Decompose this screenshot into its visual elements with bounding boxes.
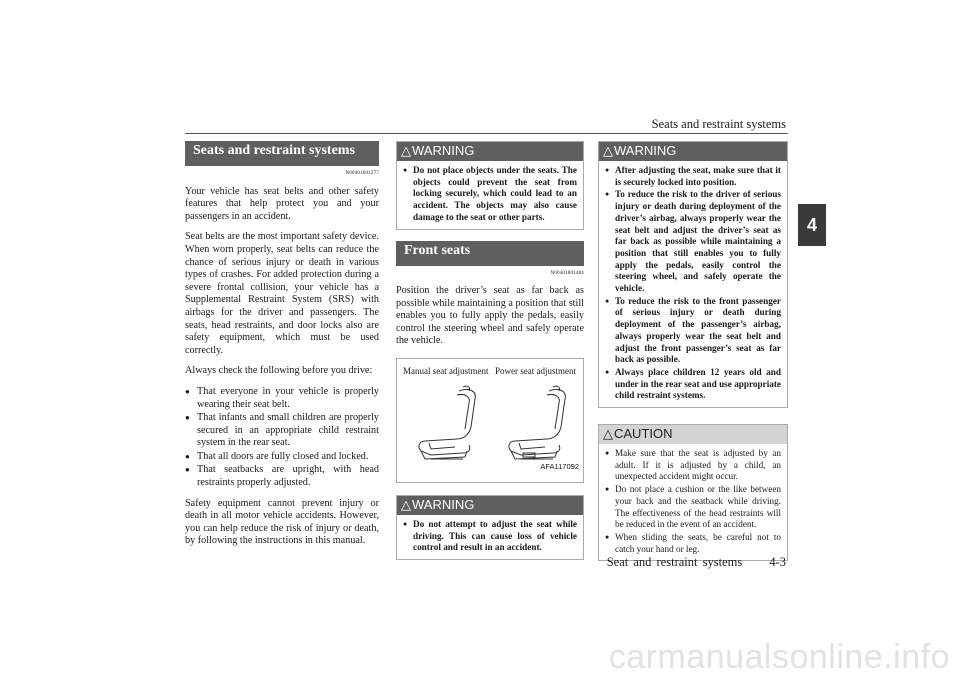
warning-box (396, 141, 584, 230)
list-item: ● Do not attempt to adjust the seat while driving. This can cause loss of vehicle control and result in an accident. (403, 519, 577, 554)
list-item: ● That seatbacks are upright, with head restraints properly adjusted. (185, 464, 379, 489)
warning-header (599, 142, 787, 161)
figure-code: AFA117092 (540, 462, 579, 472)
list-item: ● Do not place objects under the seats. The objects could prevent the seat from locking securely, which could lead to an accident. The objects may also cause damage to the seat or other parts. (403, 165, 577, 224)
list-item: ● That everyone in your vehicle is properly wearing their seat belt. (185, 386, 379, 411)
front-seats-paragraph: Position the driver’s seat as far back as possible while maintaining a position that still enables you to fully apply the pedals, easily control the steering wheel and safely operate the vehicle. (396, 285, 584, 347)
warning-triangle-icon: △ (603, 143, 613, 159)
list-item: ● After adjusting the seat, make sure that it is securely locked into position. (605, 165, 781, 188)
list-item: ● That all doors are fully closed and locked. (185, 451, 379, 464)
section-code: N00401801484 (550, 270, 584, 276)
warning-box (396, 495, 584, 560)
running-header: Seats and restraint systems (651, 117, 786, 131)
seat-figure (396, 358, 584, 483)
list-item: ● Do not place a cushion or the like between your back and the seatback while driving. The effectiveness of the head restraints will be reduced in the event of an accident. (605, 484, 781, 531)
caution-box (598, 424, 788, 561)
figure-caption-power: Power seat adjustment (495, 366, 576, 377)
list-item: ● Make sure that the seat is adjusted by an adult. If it is adjusted by a child, an unexpected accident might occur. (605, 448, 781, 483)
page-footer (607, 555, 786, 570)
safety-paragraph: Safety equipment cannot prevent injury or death in all motor vehicle accidents. However, you can help reduce the risk of injury or death, by following the instructions in this manual. (185, 497, 379, 547)
list-item: ● Always place children 12 years old and under in the rear seat and use appropriate child restraint systems. (605, 367, 781, 402)
warning-box (598, 141, 788, 408)
caution-body (599, 444, 787, 560)
section-heading: Front seats (396, 241, 584, 266)
header-rule (185, 133, 788, 134)
warning-body (599, 161, 787, 407)
warning-title: WARNING (614, 143, 677, 159)
middle-column (396, 141, 584, 560)
warning-body (397, 161, 583, 229)
caution-triangle-icon: △ (603, 426, 613, 442)
checklist (185, 386, 379, 490)
caution-title: CAUTION (614, 426, 673, 442)
figure-caption-manual: Manual seat adjustment (403, 366, 489, 377)
page-number: 4-3 (769, 555, 786, 569)
list-item: ● To reduce the risk to the front passenger of serious injury or death during deployment of the passenger’s airbag, always properly wear the seat belt and adjust the front passenger’s seat as far back as possible. (605, 296, 781, 366)
list-item: ● To reduce the risk to the driver of serious injury or death during deployment of the driver’s airbag, always properly wear the seat belt and adjust the driver’s seat as far back as possible while maintaining a position that still enables you to fully apply the pedals, easily control the steering wheel, and safely operate the vehicle. (605, 189, 781, 294)
checklist-intro: Always check the following before you drive: (185, 365, 373, 377)
warning-title: WARNING (412, 497, 475, 513)
warning-title: WARNING (412, 143, 475, 159)
seat-illustration (411, 383, 571, 465)
warning-header (397, 142, 583, 161)
chapter-tab: 4 (798, 204, 826, 246)
warning-triangle-icon: △ (401, 497, 411, 513)
caution-header (599, 425, 787, 444)
section-heading: Seats and restraint systems (185, 141, 379, 166)
watermark: carmanualsonline.info (608, 638, 950, 676)
warning-triangle-icon: △ (401, 143, 411, 159)
list-item: ● That infants and small children are properly secured in an appropriate child restraint system in the rear seat. (185, 412, 379, 450)
section-code: N00401601277 (345, 171, 379, 176)
warning-body (397, 515, 583, 559)
list-item: ● When sliding the seats, be careful not to catch your hand or leg. (605, 532, 781, 555)
footer-label: Seat and restraint systems (606, 555, 743, 569)
seatbelt-paragraph: Seat belts are the most important safety device. When worn properly, seat belts can reduce the chance of serious injury or death in various types of crashes. For added protection during a severe frontal collision, your vehicle has a Supplemental Restraint System (SRS) with airbags for the driver and passengers. The seats, head restraints, and door locks also are safety equipment, which must be used correctly. (185, 231, 379, 356)
intro-paragraph: Your vehicle has seat belts and other safety features that help protect you and your passengers in an accident. (185, 185, 379, 222)
right-column (598, 141, 788, 561)
warning-header (397, 496, 583, 515)
left-column (185, 141, 379, 556)
